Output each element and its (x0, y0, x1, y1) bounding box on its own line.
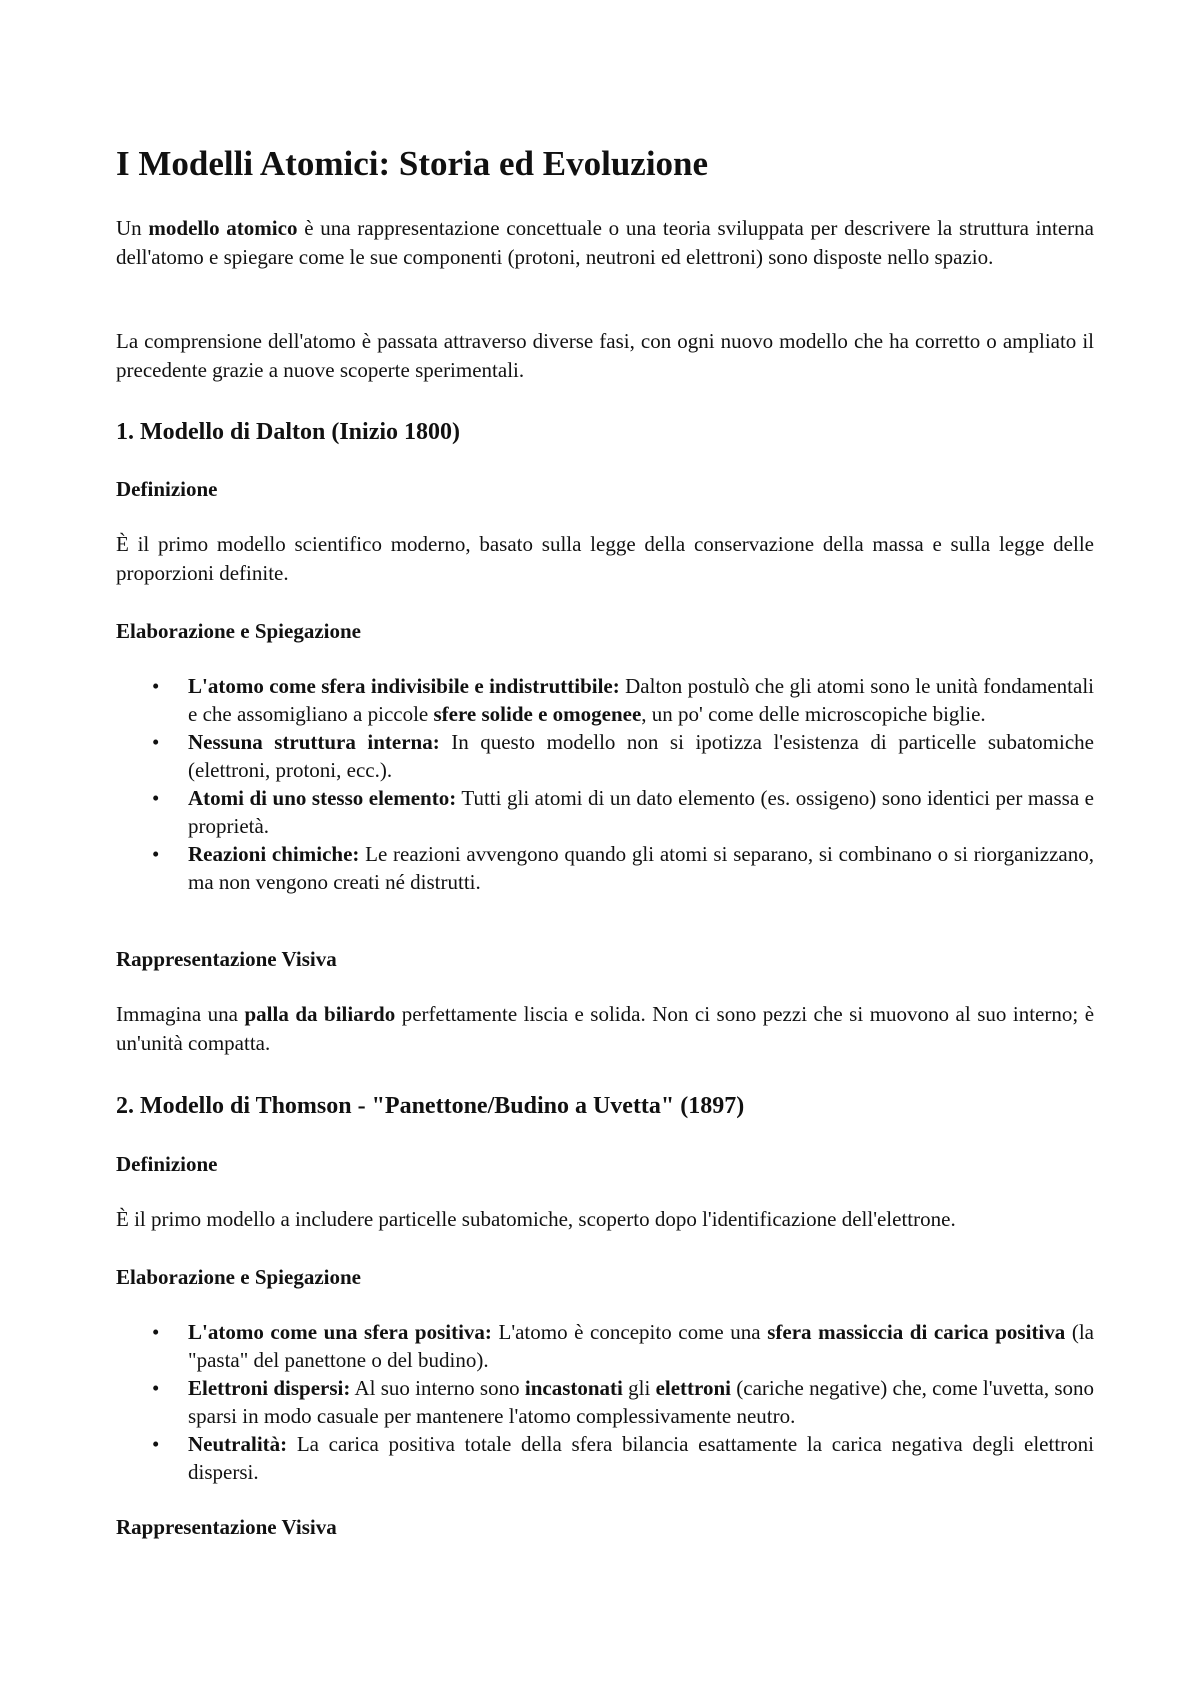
dalton-item-term: Reazioni chimiche: (188, 842, 360, 866)
bullet-icon: • (152, 842, 160, 866)
thomson-item-text: L'atomo è concepito come una (491, 1320, 768, 1344)
dalton-list-item (116, 672, 1094, 728)
thomson-definition-text: È il primo modello a includere particelle subatomiche, scoperto dopo l'identificazione dell'elettrone. (116, 1207, 956, 1231)
intro-paragraph-history: La comprensione dell'atomo è passata attraverso diverse fasi, con ogni nuovo modello che ha corretto o ampliato il precedente grazie a nuove scoperte sperimentali. (116, 329, 1094, 382)
dalton-visual-emphasis: palla da biliardo (244, 1002, 396, 1026)
dalton-item-term: L'atomo come sfera indivisibile e indistruttibile: (188, 674, 620, 698)
dalton-item-text: , un po' come delle microscopiche biglie. (641, 702, 986, 726)
section-heading-dalton: 1. Modello di Dalton (Inizio 1800) (116, 419, 461, 445)
thomson-item-emphasis: incastonati (524, 1376, 623, 1400)
dalton-definition-text: È il primo modello scientifico moderno, basato sulla legge della conservazione della massa e sulla legge delle proporzioni definite. (116, 532, 1094, 585)
dalton-item-text: Tutti gli atomi di un dato elemento (es. ossigeno) sono identici per massa e proprietà. (188, 786, 1095, 838)
bullet-icon: • (152, 786, 160, 810)
thomson-item-text: (la "pasta" del panettone o del budino). (188, 1320, 1095, 1372)
intro-text-body: è una rappresentazione concettuale o una teoria sviluppata per descrivere la struttura interna dell'atomo e spiegare come le sue componenti (protoni, neutroni ed elettroni) sono disposte nello spazio. (116, 216, 1094, 269)
dalton-bullet-list (116, 672, 1094, 896)
dalton-item-term: Nessuna struttura interna: (188, 730, 440, 754)
thomson-item-text: La carica positiva totale della sfera bilancia esattamente la carica negativa degli elettroni dispersi. (188, 1432, 1094, 1484)
dalton-visual-text (116, 1000, 1094, 1057)
thomson-item-term: L'atomo come una sfera positiva: (188, 1320, 492, 1344)
thomson-bullet-list (116, 1318, 1094, 1486)
thomson-elaboration-label: Elaborazione e Spiegazione (116, 1265, 361, 1289)
thomson-visual-label: Rappresentazione Visiva (116, 1515, 337, 1539)
dalton-item-text: Dalton postulò che gli atomi sono le unità fondamentali e che assomigliano a piccole (188, 674, 1094, 726)
thomson-item-text: gli (622, 1376, 656, 1400)
dalton-list-item (116, 840, 1094, 896)
dalton-list-item (116, 728, 1094, 784)
dalton-item-text: Le reazioni avvengono quando gli atomi si separano, si combinano o si riorganizzano, ma non vengono creati né distrutti. (188, 842, 1094, 894)
bullet-icon: • (152, 674, 160, 698)
thomson-list-item (116, 1374, 1094, 1430)
thomson-item-text: Al suo interno sono (350, 1376, 525, 1400)
dalton-item-emphasis: sfere solide e omogenee (433, 702, 642, 726)
thomson-definition-label: Definizione (116, 1152, 218, 1176)
bullet-icon: • (152, 730, 160, 754)
intro-text-lead: Un (116, 216, 149, 240)
dalton-list-item (116, 784, 1094, 840)
dalton-visual-lead: Immagina una (116, 1002, 245, 1026)
dalton-visual-body: perfettamente liscia e solida. Non ci sono pezzi che si muovono al suo interno; è un'unità compatta. (116, 1002, 1095, 1055)
document-title: I Modelli Atomici: Storia ed Evoluzione (116, 144, 709, 183)
thomson-item-emphasis: elettroni (655, 1376, 731, 1400)
dalton-visual-label: Rappresentazione Visiva (116, 947, 337, 971)
thomson-item-term: Neutralità: (188, 1432, 288, 1456)
dalton-elaboration-label: Elaborazione e Spiegazione (116, 619, 361, 643)
bullet-icon: • (152, 1320, 160, 1344)
thomson-item-term: Elettroni dispersi: (188, 1376, 351, 1400)
intro-term-modello-atomico: modello atomico (148, 216, 298, 240)
thomson-item-emphasis: sfera massiccia di carica positiva (767, 1320, 1066, 1344)
dalton-definition-label: Definizione (116, 477, 218, 501)
thomson-list-item (116, 1430, 1094, 1486)
intro-paragraph-definition (116, 214, 1094, 271)
dalton-item-term: Atomi di uno stesso elemento: (188, 786, 457, 810)
bullet-icon: • (152, 1376, 160, 1400)
thomson-item-text: (cariche negative) che, come l'uvetta, sono sparsi in modo casuale per mantenere l'atomo complessivamente neutro. (188, 1376, 1095, 1428)
section-heading-thomson: 2. Modello di Thomson - "Panettone/Budino a Uvetta" (1897) (116, 1093, 745, 1119)
bullet-icon: • (152, 1432, 160, 1456)
dalton-item-text: In questo modello non si ipotizza l'esistenza di particelle subatomiche (elettroni, protoni, ecc.). (188, 730, 1094, 782)
thomson-list-item (116, 1318, 1094, 1374)
